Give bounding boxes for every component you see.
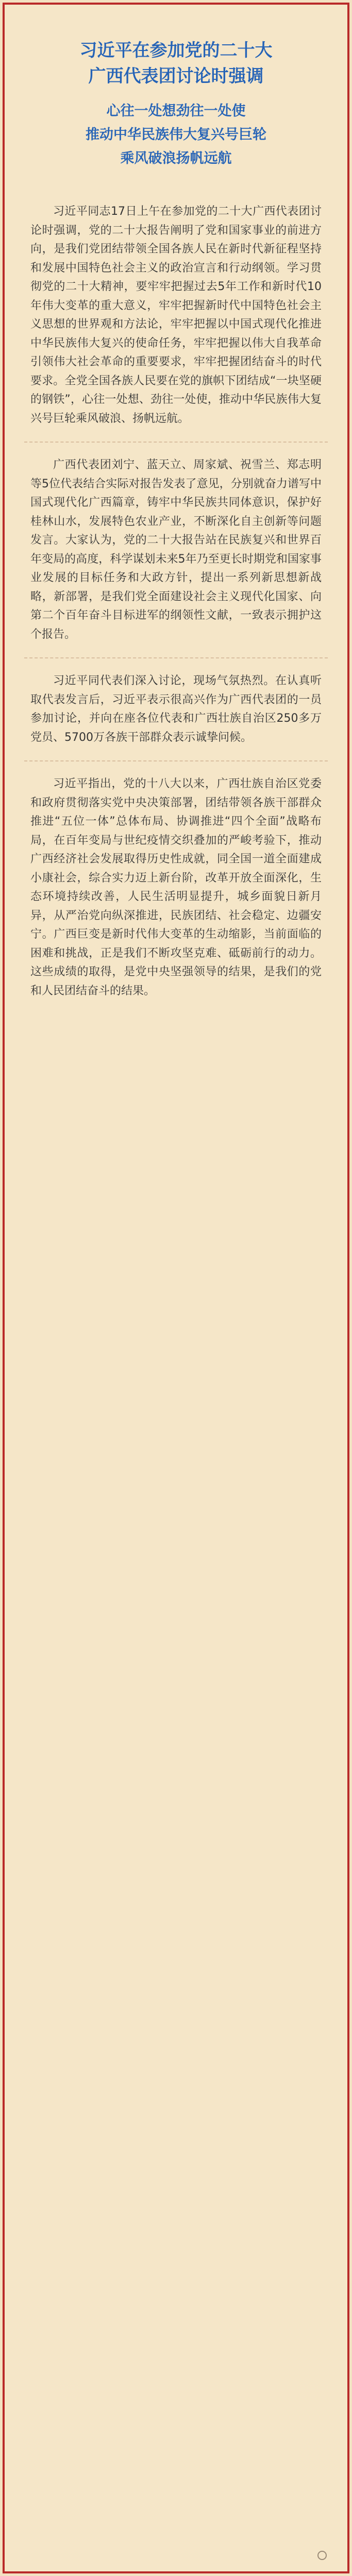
paragraph-section	[24, 189, 328, 442]
article	[24, 25, 328, 2535]
document-frame	[3, 3, 349, 2573]
footer-watermark	[317, 2551, 327, 2560]
paragraph-section	[24, 760, 328, 1014]
paragraph-section	[24, 442, 328, 657]
title-line: 习近平在参加党的二十大	[79, 40, 273, 61]
paragraph: 习近平同代表们深入讨论，现场气氛热烈。在认真听取代表发言后，习近平表示很高兴作为广西代表团的一员参加讨论，并向在座各位代表和广西壮族自治区250多万党员、5700万各族干部群众表示诚挚问候。	[30, 674, 322, 744]
paragraph: 习近平指出，党的十八大以来，广西壮族自治区党委和政府贯彻落实党中央决策部署，团结带领各族干部群众推进“五位一体”总体布局、协调推进“四个全面”战略布局，在百年变局与世纪疫情交织叠加的严峻考验下，推动广西经济社会发展取得历史性成就，同全国一道全面建成小康社会，综合实力迈上新台阶，改革开放全面深化，生态环境持续改善，人民生活明显提升，城乡面貌日新月异，从严治党向纵深推进，民族团结、社会稳定、边疆安宁。广西巨变是新时代伟大变革的生动缩影，当前面临的困难和挑战，正是我们不断攻坚克难、砥砺前行的动力。这些成绩的取得，是党中央坚强领导的结果，是我们的党和人民团结奋斗的结果。	[30, 777, 322, 997]
subtitle-line: 乘风破浪扬帆远航	[120, 150, 232, 166]
paragraph-section	[24, 657, 328, 760]
title-line: 广西代表团讨论时强调	[88, 66, 264, 87]
paragraph: 广西代表团刘宁、蓝天立、周家斌、祝雪兰、郑志明等5位代表结合实际对报告发表了意见，分别就奋力谱写中国式现代化广西篇章，铸牢中华民族共同体意识，保护好桂林山水，发展特色农业产业，不断深化自主创新等问题发言。大家认为，党的二十大报告站在民族复兴和世界百年变局的高度，科学谋划未来5年乃至更长时期党和国家事业发展的目标任务和大政方针，提出一系列新思想新战略，新部署，是我们党全面建设社会主义现代化国家、向第二个百年奋斗目标进军的纲领性文献，一致表示拥护这个报告。	[30, 459, 322, 641]
article-title	[24, 38, 328, 89]
subtitle-line: 推动中华民族伟大复兴号巨轮	[86, 127, 266, 143]
paragraph: 习近平同志17日上午在参加党的二十大广西代表团讨论时强调，党的二十大报告阐明了党和国家事业的前进方向，是我们党团结带领全国各族人民在新时代新征程坚持和发展中国特色社会主义的政治宣言和行动纲领。学习贯彻党的二十大精神，要牢牢把握过去5年工作和新时代10年伟大变革的重大意义，牢牢把握新时代中国特色社会主义思想的世界观和方法论，牢牢把握以中国式现代化推进中华民族伟大复兴的使命任务，牢牢把握以伟大自我革命引领伟大社会革命的重要要求，牢牢把握团结奋斗的时代要求。全党全国各族人民要在党的旗帜下团结成“一块坚硬的钢铁”，心往一处想、劲往一处使，推动中华民族伟大复兴号巨轮乘风破浪、扬帆远航。	[30, 205, 322, 425]
article-subtitle	[24, 99, 328, 171]
watermark-logo-icon	[317, 2551, 327, 2560]
subtitle-line: 心往一处想劲往一处使	[106, 103, 246, 119]
